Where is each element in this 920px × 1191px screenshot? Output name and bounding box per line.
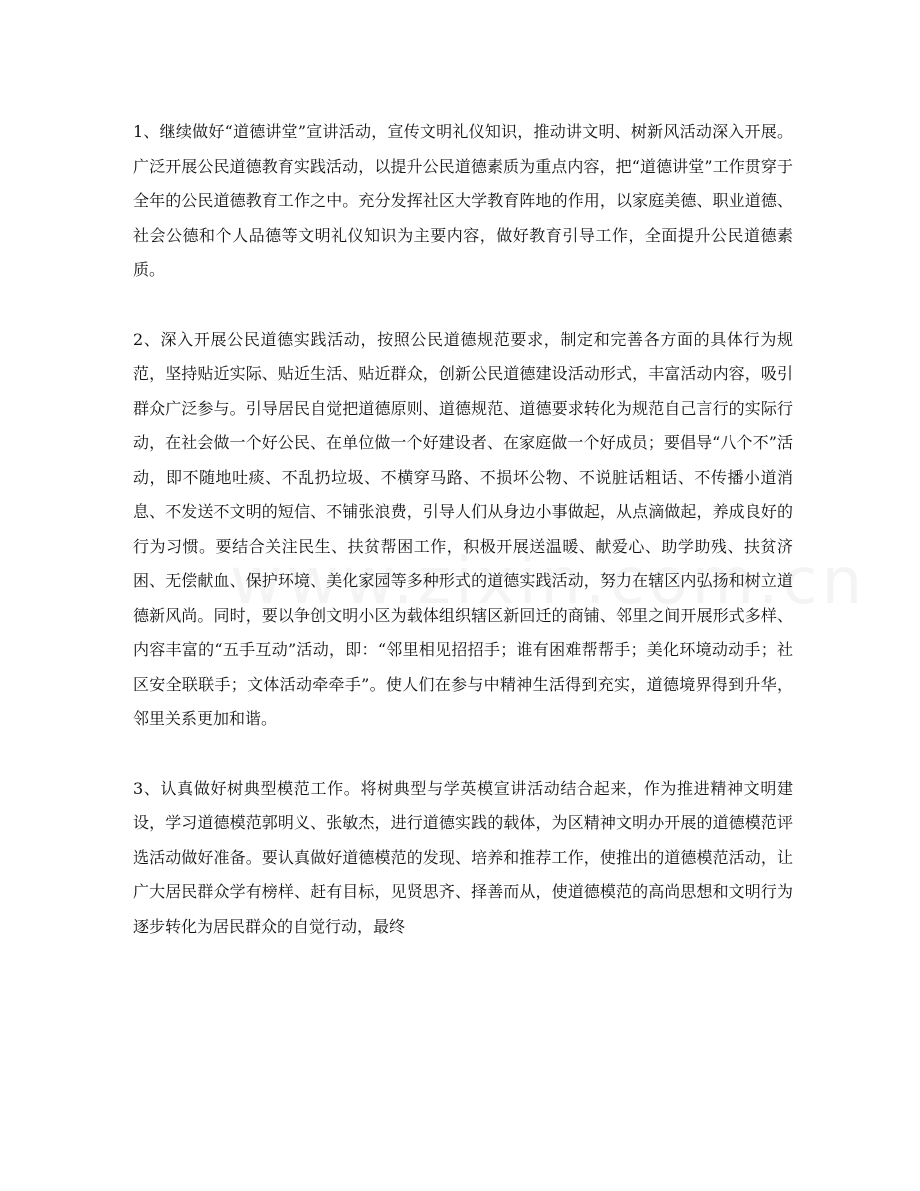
- document-body: [133, 115, 793, 979]
- paragraph-1: 1、继续做好“道德讲堂”宣讲活动，宣传文明礼仪知识，推动讲文明、树新风活动深入开展。广泛开展公民道德教育实践活动，以提升公民道德素质为重点内容，把“道德讲堂”工作贯穿于全年的公民道德教育工作之中。充分发挥社区大学教育阵地的作用，以家庭美德、职业道德、社会公德和个人品德等文明礼仪知识为主要内容，做好教育引导工作，全面提升公民道德素质。: [133, 122, 793, 279]
- paragraph-2: 2、深入开展公民道德实践活动，按照公民道德规范要求，制定和完善各方面的具体行为规范，坚持贴近实际、贴近生活、贴近群众，创新公民道德建设活动形式，丰富活动内容，吸引群众广泛参与。引导居民自觉把道德原则、道德规范、道德要求转化为规范自己言行的实际行动，在社会做一个好公民、在单位做一个好建设者、在家庭做一个好成员；要倡导“八个不”活动，即不随地吐痰、不乱扔垃圾、不横穿马路、不损坏公物、不说脏话粗话、不传播小道消息、不发送不文明的短信、不铺张浪费，引导人们从身边小事做起，从点滴做起，养成良好的行为习惯。要结合关注民生、扶贫帮困工作，积极开展送温暖、献爱心、助学助残、扶贫济困、无偿献血、保护环境、美化家园等多种形式的道德实践活动，努力在辖区内弘扬和树立道德新风尚。同时，要以争创文明小区为载体组织辖区新回迁的商铺、邻里之间开展形式多样、内容丰富的“五手互动”活动，即：“邻里相见招招手；谁有困难帮帮手；美化环境动动手；社区安全联联手；文体活动牵牵手”。使人们在参与中精神生活得到充实，道德境界得到升华，邻里关系更加和谐。: [133, 329, 793, 728]
- paragraph-3: 3、认真做好树典型模范工作。将树典型与学英模宣讲活动结合起来，作为推进精神文明建设，学习道德模范郭明义、张敏杰，进行道德实践的载体，为区精神文明办开展的道德模范评选活动做好准备。要认真做好道德模范的发现、培养和推荐工作，使推出的道德模范活动，让广大居民群众学有榜样、赶有目标，见贤思齐、择善而从，使道德模范的高尚思想和文明行为逐步转化为居民群众的自觉行动，最终: [133, 778, 793, 936]
